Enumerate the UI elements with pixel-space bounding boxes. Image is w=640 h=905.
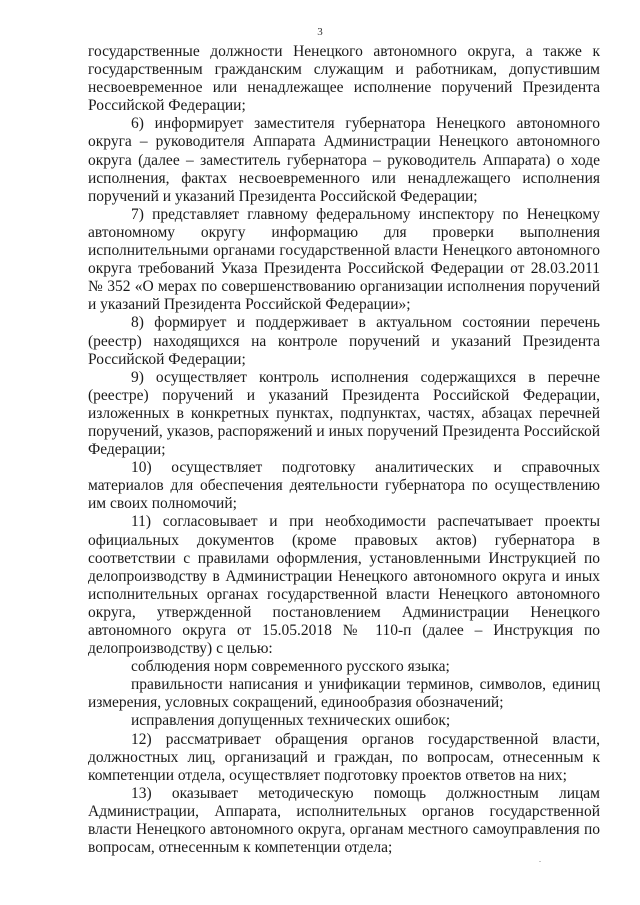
paragraph-item-8: 8) формирует и поддерживает в актуальном состоянии перечень (реестр) находящихся на контроле поручений и указаний Президента Российской Федерации; [88,314,600,368]
page-number: 3 [317,26,323,38]
document-body [88,43,600,857]
paragraph-item-11: 11) согласовывает и при необходимости распечатывает проекты официальных документов (кроме правовых актов) губернатора в соответствии с правилами оформления, установленными Инструкцией по делопроизводству в Администрации Ненецкого автономного округа и иных исполнительных органах государственной власти Ненецкого автономного округа, утвержденной постановлением Администрации Ненецкого автономного округа от 15.05.2018 № 110-п (далее – Инструкция по делопроизводству) с целью: [88,513,600,658]
paragraph-item-13: 13) оказывает методическую помощь должностным лицам Администрации, Аппарата, исполнительных органов государственной власти Ненецкого автономного округа, органам местного самоуправления по вопросам, отнесенным к компетенции отдела; [88,784,600,857]
paragraph-item-6: 6) информирует заместителя губернатора Ненецкого автономного округа – руководителя Аппарата Администрации Ненецкого автономного округа (далее – заместитель губернатора – руководитель Аппарата) о ходе исполнения, фактах несвоевременного или ненадлежащего исполнения поручений и указаний Президента Российской Федерации; [88,115,600,205]
paragraph-continuation: государственные должности Ненецкого автономного округа, а также к государственным гражданским служащим и работникам, допустившим несвоевременное или ненадлежащее исполнение поручений Президента Российской Федерации; [88,43,600,115]
paragraph-subitem-errors: исправления допущенных технических ошибок; [131,712,451,730]
scan-speck [539,861,541,862]
paragraph-item-10: 10) осуществляет подготовку аналитических и справочных материалов для обеспечения деятельности губернатора по осуществлению им своих полномочий; [88,459,600,513]
paragraph-item-9: 9) осуществляет контроль исполнения содержащихся в перечне (реестре) поручений и указаний Президента Российской Федерации, изложенных в конкретных пунктах, подпунктах, частях, абзацах перечней поручений, указов, распоряжений и иных поручений Президента Российской Федерации; [88,368,600,459]
paragraph-item-12: 12) рассматривает обращения органов государственной власти, должностных лиц, организаций и граждан, по вопросам, отнесенным к компетенции отдела, осуществляет подготовку проектов ответов на них; [88,730,600,784]
paragraph-subitem-language: соблюдения норм современного русского языка; [131,658,450,676]
paragraph-item-7: 7) представляет главному федеральному инспектору по Ненецкому автономному округу информацию для проверки выполнения исполнительными органами государственной власти Ненецкого автономного округа требований Указа Президента Российской Федерации от 28.03.2011 № 352 «О мерах по совершенствованию организации исполнения поручений и указаний Президента Российской Федерации»; [88,205,600,314]
paragraph-subitem-terms: правильности написания и унификации терминов, символов, единиц измерения, условных сокращений, единообразия обозначений; [88,676,600,712]
